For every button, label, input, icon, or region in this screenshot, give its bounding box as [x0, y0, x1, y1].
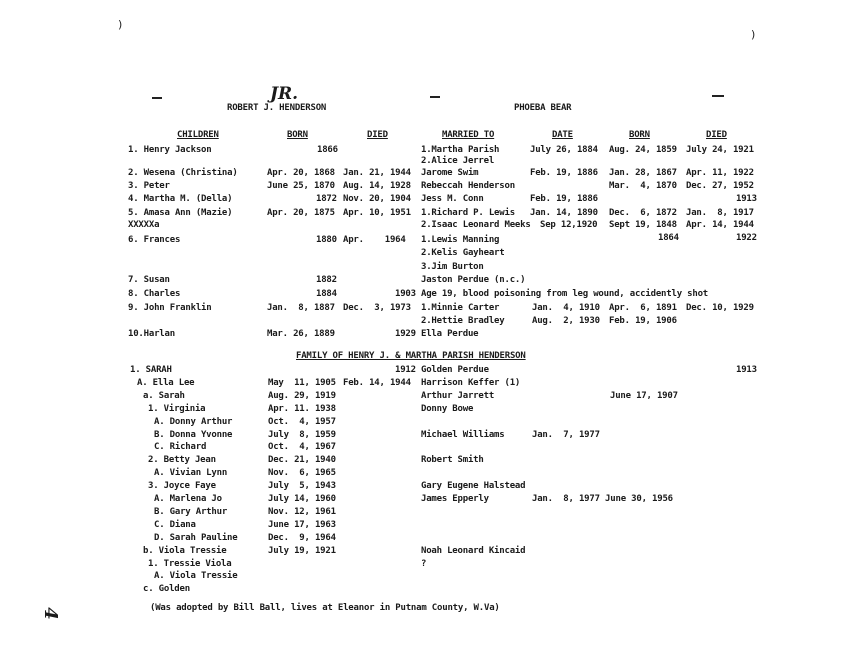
spouse-name: 1.Richard P. Lewis: [421, 208, 515, 218]
family-born: Oct. 4, 1967: [268, 442, 336, 452]
spouse-name: 2.Isaac Leonard Meeks: [421, 220, 531, 230]
died-date: Jan. 21, 1944: [343, 168, 411, 178]
marriage-date: July 26, 1884: [530, 145, 598, 155]
spouse-died-date: Dec. 10, 1929: [686, 303, 754, 313]
born-date: Jan. 8, 1887: [267, 303, 335, 313]
family-born: July 5, 1943: [268, 481, 336, 491]
column-date: DATE: [552, 130, 573, 140]
family-born: July 8, 1959: [268, 430, 336, 440]
family-heading: FAMILY OF HENRY J. & MARTHA PARISH HENDERSON: [296, 351, 526, 361]
spouse-name: Ella Perdue: [421, 329, 479, 339]
child-row: 6. Frances: [128, 235, 181, 245]
spouse-born-date: Jan. 28, 1867: [609, 168, 677, 178]
child-row: 8. Charles: [128, 289, 181, 299]
child-row: 2. Wesena (Christina): [128, 168, 238, 178]
spouse-name: Jarome Swim: [421, 168, 479, 178]
died-date: Dec. 3, 1973: [343, 303, 411, 313]
died-date: Apr. 10, 1951: [343, 208, 411, 218]
footnote: (Was adopted by Bill Ball, lives at Eleanor in Putnam County, W.Va): [150, 603, 500, 613]
born-date: 1872: [316, 194, 337, 204]
family-spouse: Golden Perdue: [421, 365, 489, 375]
died-date: 1903: [395, 289, 416, 299]
family-member-name: B. Donna Yvonne: [154, 430, 233, 440]
family-member-name: C. Richard: [154, 442, 207, 452]
family-spouse: James Epperly: [421, 494, 489, 504]
spouse-born-date: Aug. 24, 1859: [609, 145, 677, 155]
family-member-name: b. Viola Tressie: [143, 546, 227, 556]
born-date: Mar. 26, 1889: [267, 329, 335, 339]
spouse-born-date: Apr. 6, 1891: [609, 303, 677, 313]
family-born: Dec. 21, 1940: [268, 455, 336, 465]
family-member-name: D. Sarah Pauline: [154, 533, 238, 543]
document-page: ) ) JR. ROBERT J. HENDERSON PHOEBA BEAR CHILDREN BORN DIED MARRIED TO DATE BORN DIED 1. Henry Jackson 2. Wesena (Christina) 3. Peter 4. Martha M. (Della) 5. Amasa Ann (Mazie) XXXXXa 6. Frances 7. Susan 8. Charles 9. John Franklin 10.Harlan 1866 Apr. 20, 1868 June 25, 1870 1872 Apr. 20, 1875 1880 1882 1884 Jan. 8, 1887 Mar. 26, 1889 Jan. 21, 1944 Aug. 14, 1928 Nov. 20, 1904 Apr. 10, 1951 Apr. 1964 1903 Dec. 3, 1973 1929 1.Martha Parish 2.Alice Jerrel Jarome Swim Rebeccah Henderson Jess M. Conn 1.Richard P. Lewis 2.Isaac Leonard Meeks 1.Lewis Manning 2.Kelis Gayheart 3.Jim Burton Jaston Perdue (n.c.) Age 19, blood poisoning from leg wound, accidently shot 1.Minnie Carter 2.Hettie Bradley Ella Perdue July 26, 1884 Feb. 19, 1886 Feb. 19, 1886 Jan. 14, 1890 Sep 12,1920 Jan. 4, 1910 Aug. 2, 1930 Aug. 24, 1859 Jan. 28, 1867 Mar. 4, 1870 Dec. 6, 1872 Sept 19, 1848 1864 Apr. 6, 1891 Feb. 19, 1906 July 24, 1921 Apr. 11, 1922 Dec. 27, 1952 1913 Jan. 8, 1917 Apr. 14, 1944 1922 Dec. 10, 1929 FAMILY OF HENRY J. & MARTHA PARISH HENDERSON 1. SARAH 1912 Golden Perdue 1913 A. Ella Lee May 11, 1905 Feb. 14, 1944 Harrison Keffer (1) a. Sarah Aug. 29, 1919 Arthur Jarrett June 17, 1907 1. Virginia Apr. 11. 1938 Donny Bowe A. Donny Arthur Oct. 4, 1957 B. Donna Yvonne July 8, 1959 Michael Williams Jan. 7, 1977 C. Richard Oct. 4, 1967 2. Betty Jean Dec. 21, 1940 Robert Smith A. Vivian Lynn Nov. 6, 1965 3. Joyce Faye July 5, 1943 Gary Eugene Halstead A. Marlena Jo July 14, 1960 James Epperly Jan. 8, 1977 June 30, 1956 B. Gary Arthur Nov. 12, 1961 C. Diana June 17, 1963 D. Sarah Pauline Dec. 9, 1964 b. Viola Tressie July 19, 1921 Noah Leonard Kincaid 1. Tressie Viola ? A. Viola Tressie c. Golden (Was adopted by Bill Ball, lives at Eleanor in Putnam County, W.Va) 4: [39, 18, 757, 620]
family-member-name: 3. Joyce Faye: [148, 481, 216, 491]
spouse-name: 2.Alice Jerrel: [421, 156, 495, 166]
child-row: 3. Peter: [128, 181, 170, 191]
column-spouse-born: BORN: [629, 130, 650, 140]
born-date: 1866: [317, 145, 338, 155]
child-row: 9. John Franklin: [128, 303, 212, 313]
born-date: Apr. 20, 1868: [267, 168, 335, 178]
family-member-name: 1. Virginia: [148, 404, 206, 414]
spouse-name: 1.Lewis Manning: [421, 235, 500, 245]
spouse-died-date: Apr. 11, 1922: [686, 168, 754, 178]
spouse-name: Jaston Perdue (n.c.): [421, 275, 526, 285]
spouse-name: 2.Kelis Gayheart: [421, 248, 505, 258]
spouse-died-date: Dec. 27, 1952: [686, 181, 754, 191]
family-spouse: Donny Bowe: [421, 404, 474, 414]
spouse-name: Rebeccah Henderson: [421, 181, 515, 191]
family-born: May 11, 1905: [268, 378, 336, 388]
family-member-name: A. Vivian Lynn: [154, 468, 228, 478]
died-date: Nov. 20, 1904: [343, 194, 411, 204]
crossed-out-text: XXXXXa: [128, 220, 160, 230]
died-date: 1929: [395, 329, 416, 339]
family-member-name: A. Marlena Jo: [154, 494, 222, 504]
spouse-born-date: Feb. 19, 1906: [609, 316, 677, 326]
born-date: June 25, 1870: [267, 181, 335, 191]
mother-name: PHOEBA BEAR: [514, 103, 572, 113]
marriage-date: Feb. 19, 1886: [530, 168, 598, 178]
family-spouse: Robert Smith: [421, 455, 484, 465]
child-row: 5. Amasa Ann (Mazie): [128, 208, 233, 218]
child-row: 4. Martha M. (Della): [128, 194, 233, 204]
child-row: 1. Henry Jackson: [128, 145, 212, 155]
spouse-name: Jess M. Conn: [421, 194, 484, 204]
family-member-name: C. Diana: [154, 520, 196, 530]
family-born: July 14, 1960: [268, 494, 336, 504]
spouse-name: 2.Hettie Bradley: [421, 316, 505, 326]
spouse-name: 1.Minnie Carter: [421, 303, 500, 313]
family-born: June 17, 1963: [268, 520, 336, 530]
born-date: Apr. 20, 1875: [267, 208, 335, 218]
born-date: 1880: [316, 235, 337, 245]
family-spouse: Arthur Jarrett: [421, 391, 495, 401]
family-member-name: B. Gary Arthur: [154, 507, 228, 517]
family-spouse-date: Jan. 8, 1977 June 30, 1956: [532, 494, 673, 504]
marriage-date: Sep 12,1920: [540, 220, 598, 230]
column-born: BORN: [287, 130, 308, 140]
family-spouse-died: 1913: [736, 365, 757, 375]
family-born: Nov. 6, 1965: [268, 468, 336, 478]
family-spouse: ?: [421, 559, 427, 569]
column-spouse-died: DIED: [706, 130, 727, 140]
family-member-name: a. Sarah: [143, 391, 185, 401]
died-date: Aug. 14, 1928: [343, 181, 411, 191]
family-spouse-date: June 17, 1907: [610, 391, 678, 401]
family-born: Nov. 12, 1961: [268, 507, 336, 517]
column-married-to: MARRIED TO: [442, 130, 495, 140]
family-born: Aug. 29, 1919: [268, 391, 336, 401]
margin-mark: 4: [39, 607, 61, 620]
family-member-name: 2. Betty Jean: [148, 455, 216, 465]
family-born: Oct. 4, 1957: [268, 417, 336, 427]
family-died: Feb. 14, 1944: [343, 378, 411, 388]
family-spouse: Harrison Keffer (1): [421, 378, 521, 388]
spouse-died-date: 1913: [736, 194, 757, 204]
family-born: July 19, 1921: [268, 546, 336, 556]
marriage-date: Jan. 14, 1890: [530, 208, 598, 218]
note-text: Age 19, blood poisoning from leg wound, accidently shot: [421, 289, 709, 299]
spouse-name: 1.Martha Parish: [421, 145, 500, 155]
spouse-died-date: Jan. 8, 1917: [686, 208, 754, 218]
column-died: DIED: [367, 130, 388, 140]
child-row: 10.Harlan: [128, 329, 175, 339]
spouse-died-date: July 24, 1921: [686, 145, 754, 155]
family-spouse: Noah Leonard Kincaid: [421, 546, 526, 556]
spouse-born-date: Sept 19, 1848: [609, 220, 677, 230]
spouse-name: 3.Jim Burton: [421, 262, 484, 272]
spouse-died-date: 1922: [736, 233, 757, 243]
family-member-name: A. Viola Tressie: [154, 571, 238, 581]
family-born: Apr. 11. 1938: [268, 404, 336, 414]
spouse-died-date: Apr. 14, 1944: [686, 220, 754, 230]
father-name: ROBERT J. HENDERSON: [227, 103, 327, 113]
family-member-name: A. Donny Arthur: [154, 417, 233, 427]
died-date: Apr. 1964: [343, 235, 406, 245]
handwritten-annotation: JR.: [270, 84, 299, 104]
spouse-born-date: Dec. 6, 1872: [609, 208, 677, 218]
marriage-date: Aug. 2, 1930: [532, 316, 600, 326]
family-member-name: c. Golden: [143, 584, 190, 594]
column-children: CHILDREN: [177, 130, 219, 140]
family-died: 1912: [395, 365, 416, 375]
born-date: 1882: [316, 275, 337, 285]
marriage-date: Feb. 19, 1886: [530, 194, 598, 204]
family-member-name: 1. Tressie Viola: [148, 559, 232, 569]
family-spouse: Gary Eugene Halstead: [421, 481, 526, 491]
spouse-born-date: Mar. 4, 1870: [609, 181, 677, 191]
marriage-date: Jan. 4, 1910: [532, 303, 600, 313]
family-spouse: Michael Williams: [421, 430, 505, 440]
family-member-name: A. Ella Lee: [137, 378, 195, 388]
family-member-name: 1. SARAH: [130, 365, 172, 375]
child-row: 7. Susan: [128, 275, 170, 285]
family-born: Dec. 9, 1964: [268, 533, 336, 543]
born-date: 1884: [316, 289, 337, 299]
spouse-born-date: 1864: [658, 233, 679, 243]
family-spouse-date: Jan. 7, 1977: [532, 430, 600, 440]
